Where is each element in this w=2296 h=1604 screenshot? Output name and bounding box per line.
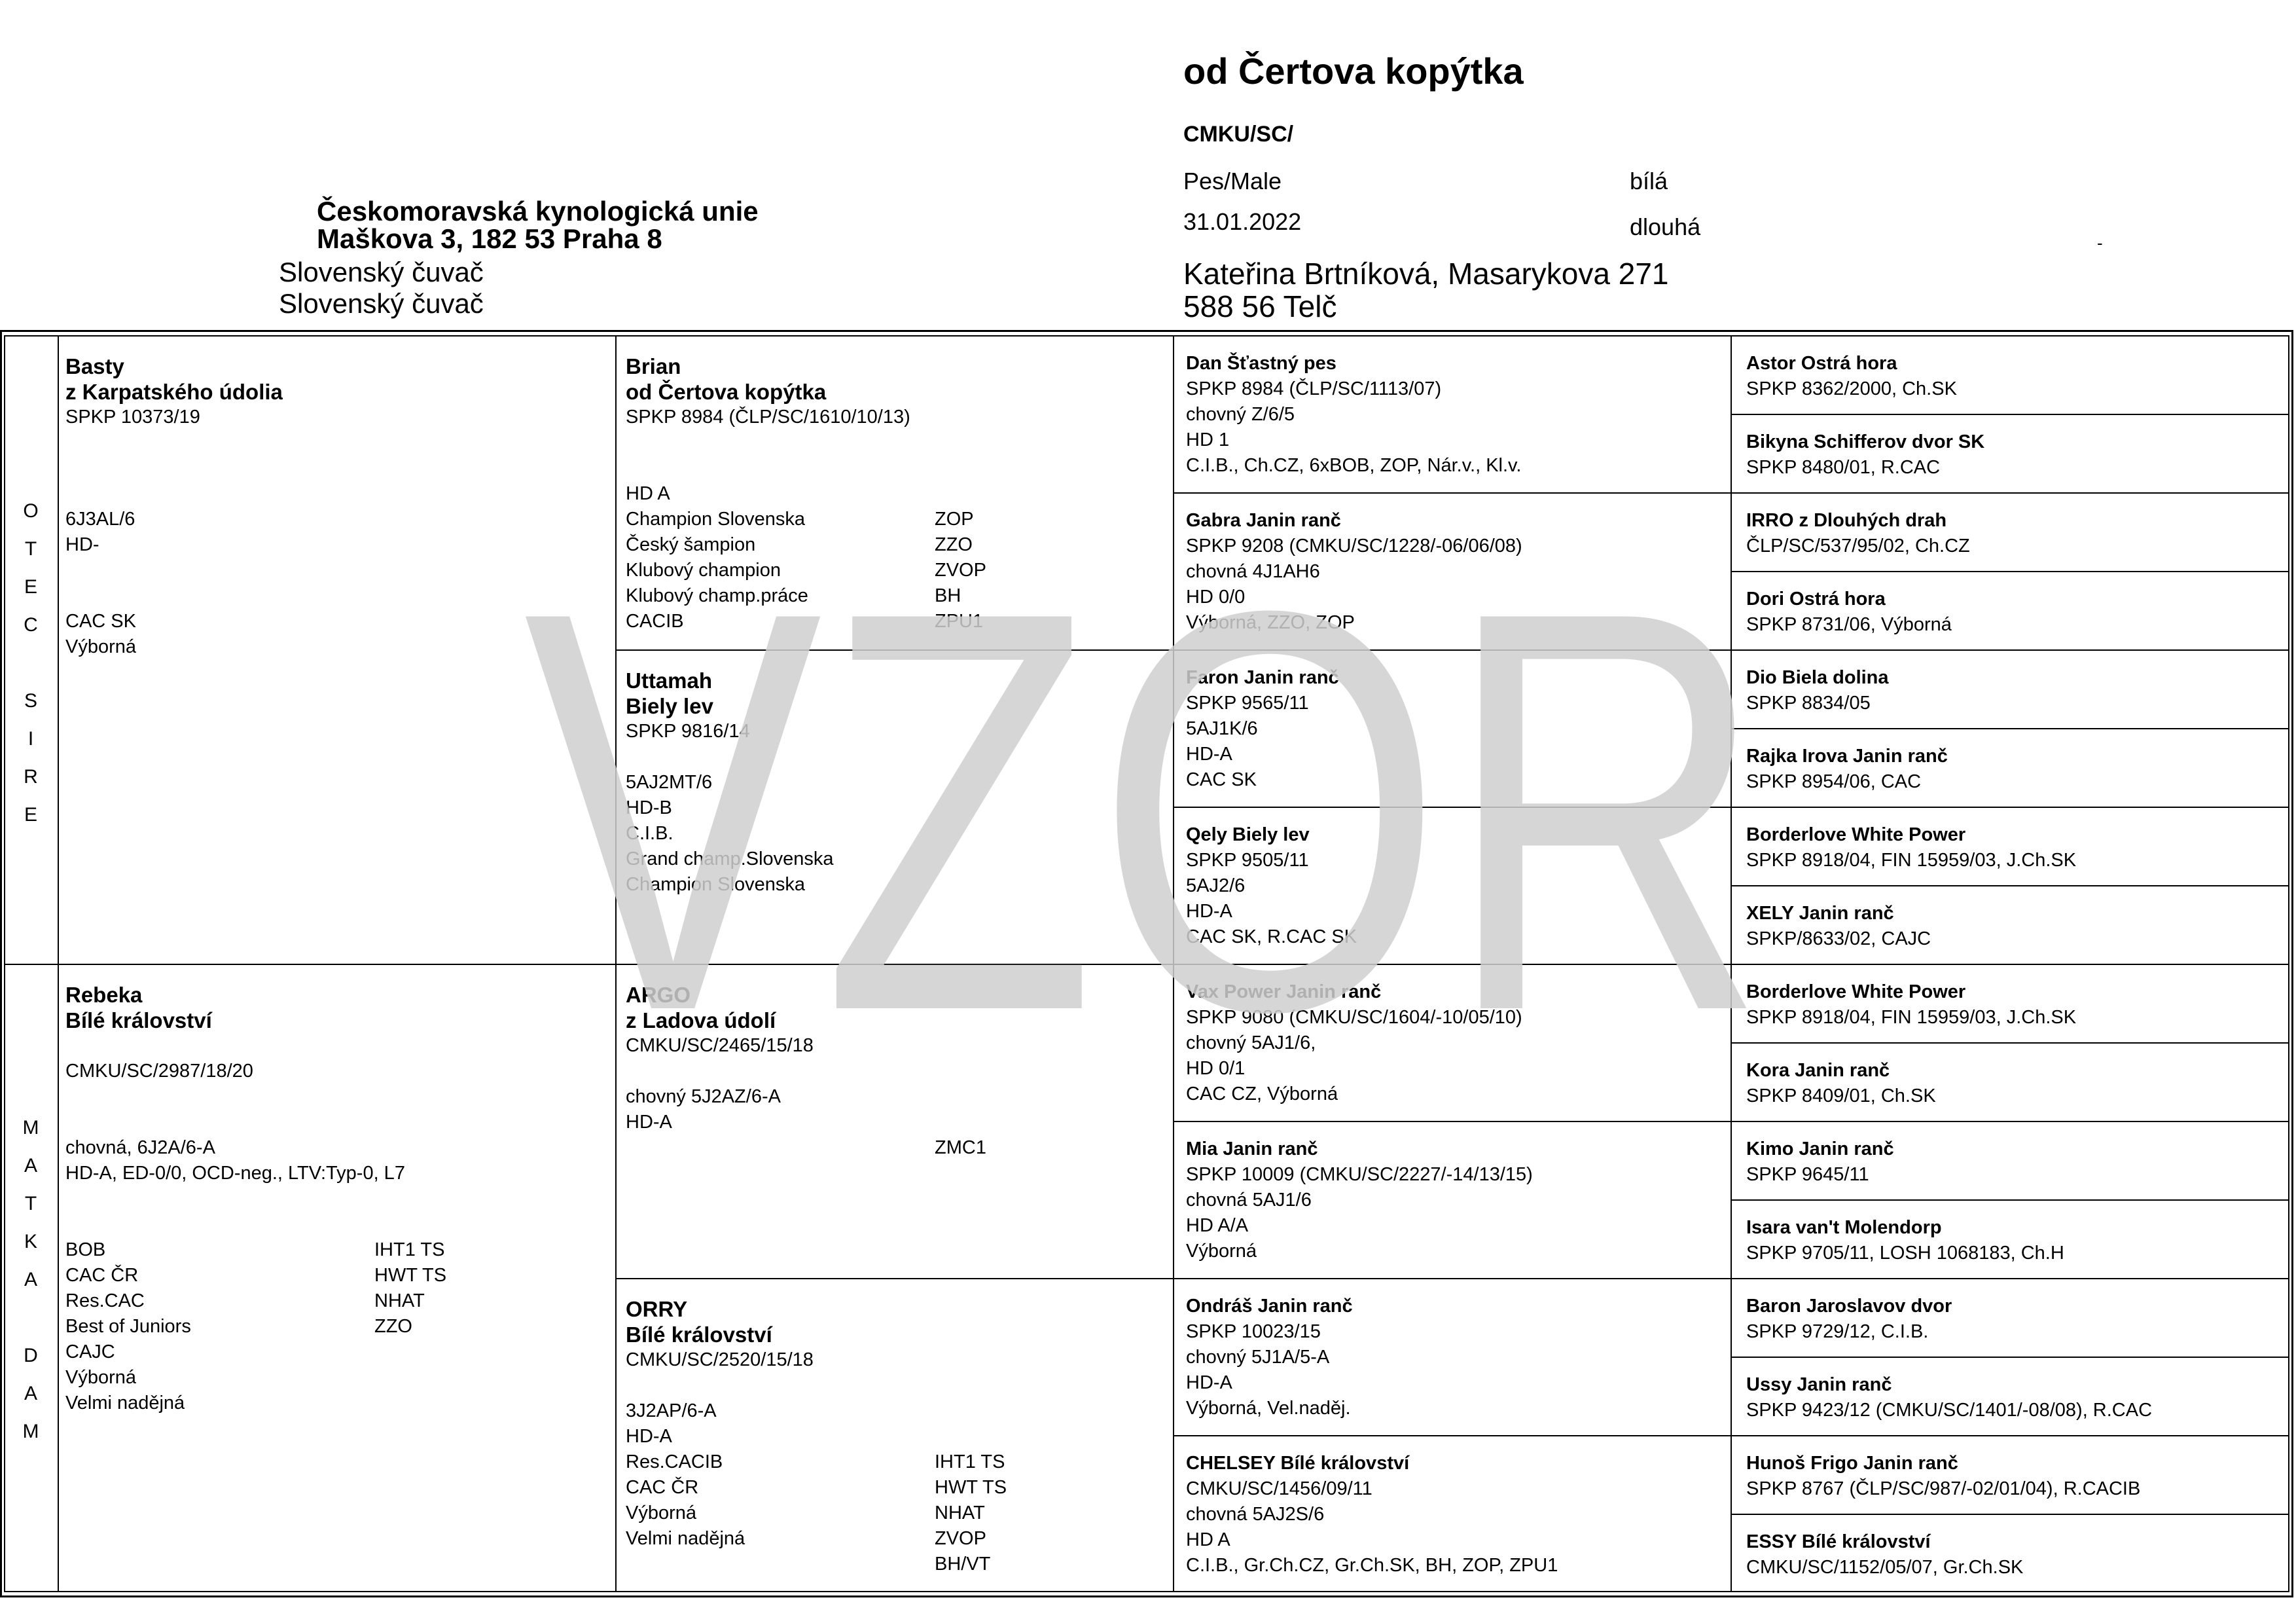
title-left: CAC ČR bbox=[626, 1477, 699, 1498]
title-left: Český šampion bbox=[626, 534, 756, 555]
blank-line bbox=[65, 430, 609, 456]
gen3-cell bbox=[1186, 1137, 1725, 1264]
gen2-cell-2 bbox=[626, 668, 1168, 898]
gen2-name-2: z Ladova údolí bbox=[626, 1008, 776, 1032]
gen3-line: SPKP 8984 (ČLP/SC/1113/07) bbox=[1186, 378, 1442, 399]
gen3-line: C.I.B., Ch.CZ, 6xBOB, ZOP, Nár.v., Kl.v. bbox=[1186, 455, 1522, 476]
blank-line bbox=[65, 1186, 609, 1212]
gen3-line: HD-A bbox=[1186, 1372, 1232, 1393]
gen2-name-2: od Čertova kopýtka bbox=[626, 380, 827, 404]
gen3-name: Dan Šťastný pes bbox=[1186, 353, 1336, 374]
gen2-title-row bbox=[626, 1526, 1168, 1552]
gen4-cell bbox=[1746, 351, 2283, 402]
gen4-name: Hunoš Frigo Janin ranč bbox=[1746, 1453, 1958, 1474]
grid-hline-e7 bbox=[1173, 1435, 2289, 1436]
gen4-cell bbox=[1746, 1372, 2283, 1423]
gen3-line: HD A bbox=[1186, 1529, 1230, 1550]
gen3-cell bbox=[1186, 979, 1725, 1107]
gen1-dam-title-row bbox=[65, 1314, 609, 1340]
gen1-dam-titles bbox=[65, 1237, 609, 1416]
grid-hline-q1 bbox=[615, 649, 2289, 651]
gen3-line: HD A/A bbox=[1186, 1215, 1249, 1236]
title-right: ZOP bbox=[935, 509, 974, 530]
gen4-cell bbox=[1746, 744, 2283, 795]
gen3-line: CMKU/SC/1456/09/11 bbox=[1186, 1478, 1372, 1499]
gen3-line: C.I.B., Gr.Ch.CZ, Gr.Ch.SK, BH, ZOP, ZPU1 bbox=[1186, 1555, 1558, 1576]
gen3-cell bbox=[1186, 1294, 1725, 1421]
title-right: ZPU1 bbox=[935, 611, 984, 632]
gen4-cell bbox=[1746, 979, 2283, 1030]
grid-hline-e3 bbox=[1173, 807, 2289, 808]
gen2-title-row bbox=[626, 558, 1168, 583]
gen1-sire-name-2: z Karpatského údolia bbox=[65, 380, 283, 404]
title-left bbox=[626, 1552, 935, 1577]
side-letter: M bbox=[22, 1421, 39, 1442]
gen3-cell bbox=[1186, 665, 1725, 793]
gen2-line: chovný 5J2AZ/6-A bbox=[626, 1086, 781, 1107]
title-right: IHT1 TS bbox=[935, 1451, 1005, 1472]
blank-line bbox=[65, 456, 609, 481]
gen4-line: CMKU/SC/1152/05/07, Gr.Ch.SK bbox=[1746, 1557, 2024, 1578]
grid-hline-half bbox=[4, 964, 2289, 965]
gen4-line: SPKP/8633/02, CAJC bbox=[1746, 928, 1931, 949]
gen2-title-row bbox=[626, 1552, 1168, 1577]
gen4-name: Baron Jaroslavov dvor bbox=[1746, 1296, 1952, 1317]
gen2-title-row bbox=[626, 1501, 1168, 1526]
title-right: NHAT bbox=[935, 1503, 985, 1523]
gen1-dam-title-row bbox=[65, 1237, 609, 1263]
title-left: Velmi nadějná bbox=[626, 1528, 745, 1549]
gen2-line: 5AJ2MT/6 bbox=[626, 772, 713, 793]
title-left bbox=[626, 1135, 935, 1161]
gen2-name-2: Biely lev bbox=[626, 694, 713, 718]
coat-type: dlouhá bbox=[1630, 213, 1701, 240]
side-letter: R bbox=[24, 766, 38, 788]
gen4-line: SPKP 8834/05 bbox=[1746, 693, 1871, 714]
title-left: Výborná bbox=[65, 1367, 137, 1388]
gen3-line: SPKP 9505/11 bbox=[1186, 850, 1309, 871]
title-left: Res.CACIB bbox=[626, 1451, 723, 1472]
gen4-name: Ussy Janin ranč bbox=[1746, 1374, 1892, 1395]
gen3-name: Faron Janin ranč bbox=[1186, 667, 1339, 688]
side-letter: A bbox=[24, 1155, 37, 1176]
gen2-line: C.I.B. bbox=[626, 823, 673, 844]
watermark-text: VZOR bbox=[524, 589, 1767, 1034]
gen1-dam-title-row bbox=[65, 1391, 609, 1416]
dog-title: od Čertova kopýtka bbox=[1183, 50, 1524, 92]
breed-line-2: Slovenský čuvač bbox=[279, 288, 484, 319]
side-letter: C bbox=[24, 614, 38, 636]
gen1-dam-cell bbox=[65, 982, 609, 1416]
blank-line bbox=[65, 1033, 609, 1059]
gen4-cell bbox=[1746, 587, 2283, 638]
gen2-line: HD-A bbox=[626, 1112, 672, 1133]
title-left: CAJC bbox=[65, 1341, 115, 1362]
gen4-line: ČLP/SC/537/95/02, Ch.CZ bbox=[1746, 536, 1970, 556]
gen4-cell bbox=[1746, 822, 2283, 873]
gen3-line: CAC SK bbox=[1186, 769, 1257, 790]
title-right: HWT TS bbox=[374, 1265, 447, 1286]
gen4-name: IRRO z Dlouhých drah bbox=[1746, 510, 1947, 531]
owner-line-1: Kateřina Brtníková, Masarykova 271 bbox=[1183, 257, 1669, 291]
blank-line bbox=[626, 1373, 1168, 1398]
gen2-title-row bbox=[626, 583, 1168, 609]
side-letter: D bbox=[24, 1345, 38, 1366]
title-right: BH/VT bbox=[935, 1554, 991, 1575]
grid-hline-s5 bbox=[1731, 728, 2289, 729]
gen2-name-2: Bílé království bbox=[626, 1322, 772, 1347]
gen2-name-1: Brian bbox=[626, 354, 681, 378]
gen4-line: SPKP 8767 (ČLP/SC/987/-02/01/04), R.CACIB bbox=[1746, 1478, 2141, 1499]
side-letter: K bbox=[24, 1231, 37, 1252]
title-right: ZMC1 bbox=[935, 1137, 986, 1158]
gen2-name-1: ORRY bbox=[626, 1297, 688, 1321]
gen3-line: chovný 5AJ1/6, bbox=[1186, 1032, 1316, 1053]
gen1-dam-name-1: Rebeka bbox=[65, 983, 143, 1007]
gen2-line: CMKU/SC/2520/15/18 bbox=[626, 1349, 814, 1370]
gen2-line: SPKP 9816/14 bbox=[626, 721, 750, 742]
gen3-line: 5AJ1K/6 bbox=[1186, 718, 1258, 739]
gen3-name: Gabra Janin ranč bbox=[1186, 510, 1341, 531]
birth-date: 31.01.2022 bbox=[1183, 208, 1302, 235]
blank-line bbox=[65, 558, 609, 583]
gen3-cell bbox=[1186, 1451, 1725, 1578]
gen4-name: Kora Janin ranč bbox=[1746, 1060, 1890, 1081]
side-letter: O bbox=[23, 500, 39, 522]
gen2-line: SPKP 8984 (ČLP/SC/1610/10/13) bbox=[626, 407, 910, 428]
grid-hline-e5 bbox=[1173, 1121, 2289, 1122]
gen1-dam-title-row bbox=[65, 1340, 609, 1365]
gen1-sire-name-1: Basty bbox=[65, 354, 124, 378]
side-letter: I bbox=[27, 728, 34, 750]
side-letter: M bbox=[22, 1117, 39, 1139]
gen4-name: Dori Ostrá hora bbox=[1746, 589, 1886, 610]
title-left: Klubový champ.práce bbox=[626, 585, 808, 606]
gen4-cell bbox=[1746, 901, 2283, 952]
side-letter bbox=[3, 644, 59, 682]
blank-line bbox=[65, 1084, 609, 1110]
title-right: ZVOP bbox=[935, 560, 986, 581]
gen4-line: SPKP 9705/11, LOSH 1068183, Ch.H bbox=[1746, 1243, 2064, 1264]
gen3-line: SPKP 10009 (CMKU/SC/2227/-14/13/15) bbox=[1186, 1164, 1533, 1185]
gen1-dam-line: CMKU/SC/2987/18/20 bbox=[65, 1061, 253, 1082]
blank-line bbox=[65, 481, 609, 507]
gen4-line: SPKP 8954/06, CAC bbox=[1746, 771, 1922, 792]
gen3-line: CAC CZ, Výborná bbox=[1186, 1084, 1338, 1104]
gen3-line: Výborná, Vel.naděj. bbox=[1186, 1398, 1351, 1419]
gen2-line: HD-A bbox=[626, 1426, 672, 1447]
gen3-line: HD 1 bbox=[1186, 429, 1230, 450]
dog-color: bílá bbox=[1630, 168, 1668, 194]
gen1-sire-lines bbox=[65, 405, 609, 660]
gen4-name: Rajka Irova Janin ranč bbox=[1746, 746, 1948, 767]
title-left: Výborná bbox=[626, 1503, 697, 1523]
gen2-title-row bbox=[626, 507, 1168, 532]
gen1-dam-line: chovná, 6J2A/6-A bbox=[65, 1137, 215, 1158]
side-label-dam bbox=[3, 1109, 59, 1451]
grid-hline-s9 bbox=[1731, 1042, 2289, 1044]
gen4-cell bbox=[1746, 1137, 2283, 1188]
title-right: IHT1 TS bbox=[374, 1239, 445, 1260]
gen3-line: chovná 5AJ2S/6 bbox=[1186, 1504, 1325, 1525]
gen1-dam-line: HD-A, ED-0/0, OCD-neg., LTV:Typ-0, L7 bbox=[65, 1163, 405, 1184]
gen2-title-row bbox=[626, 609, 1168, 634]
blank-line bbox=[626, 456, 1168, 481]
gen4-name: Kimo Janin ranč bbox=[1746, 1139, 1894, 1159]
title-right: ZVOP bbox=[935, 1528, 986, 1549]
org-name: Českomoravská kynologická unie bbox=[317, 196, 759, 227]
gen1-sire-line: SPKP 10373/19 bbox=[65, 407, 200, 428]
gen4-line: SPKP 9729/12, C.I.B. bbox=[1746, 1321, 1929, 1342]
gen1-sire-line: CAC SK bbox=[65, 611, 136, 632]
gen3-line: CAC SK, R.CAC SK bbox=[1186, 926, 1357, 947]
gen4-line: SPKP 9423/12 (CMKU/SC/1401/-08/08), R.CAC bbox=[1746, 1400, 2153, 1421]
gen3-cell bbox=[1186, 822, 1725, 950]
gen4-cell bbox=[1746, 508, 2283, 559]
gen3-line: Výborná bbox=[1186, 1241, 1257, 1262]
blank-line bbox=[626, 744, 1168, 770]
blank-line bbox=[65, 583, 609, 609]
side-letter: E bbox=[24, 804, 37, 826]
title-left: CAC ČR bbox=[65, 1265, 139, 1286]
gen3-line: chovný 5J1A/5-A bbox=[1186, 1347, 1330, 1368]
side-label-sire bbox=[3, 492, 59, 834]
title-right: NHAT bbox=[374, 1290, 425, 1311]
gen2-line: CMKU/SC/2465/15/18 bbox=[626, 1035, 814, 1056]
gen3-line: 5AJ2/6 bbox=[1186, 875, 1246, 896]
blank-line bbox=[65, 1212, 609, 1237]
gen3-line: chovná 5AJ1/6 bbox=[1186, 1190, 1312, 1211]
gen2-name-1: Uttamah bbox=[626, 668, 713, 693]
title-left: Velmi nadějná bbox=[65, 1393, 185, 1413]
gen4-cell bbox=[1746, 1294, 2283, 1345]
blank-line bbox=[626, 1059, 1168, 1084]
gen3-line: SPKP 10023/15 bbox=[1186, 1321, 1321, 1342]
gen4-cell bbox=[1746, 1058, 2283, 1109]
gen3-cell bbox=[1186, 508, 1725, 636]
grid-hline-e1 bbox=[1173, 492, 2289, 494]
gen2-title-row bbox=[626, 1475, 1168, 1501]
gen4-cell bbox=[1746, 1529, 2283, 1580]
blank-line bbox=[626, 430, 1168, 456]
gen3-line: chovná 4J1AH6 bbox=[1186, 561, 1320, 582]
gen3-line: HD-A bbox=[1186, 744, 1232, 765]
gen2-cell-4 bbox=[626, 1296, 1168, 1577]
gen1-dam-lines bbox=[65, 1033, 609, 1237]
gen3-line: SPKP 9080 (CMKU/SC/1604/-10/05/10) bbox=[1186, 1007, 1522, 1028]
title-right: ZZO bbox=[374, 1316, 412, 1337]
dash-mark: - bbox=[2097, 233, 2103, 253]
gen4-line: SPKP 8409/01, Ch.SK bbox=[1746, 1085, 1936, 1106]
registry-number: CMKU/SC/ bbox=[1183, 122, 1294, 147]
gen4-name: Dio Biela dolina bbox=[1746, 667, 1889, 688]
gen2-name-1: ARGO bbox=[626, 983, 691, 1007]
gen3-line: SPKP 9565/11 bbox=[1186, 693, 1309, 714]
gen1-sire-line: HD- bbox=[65, 534, 99, 555]
gen2-line: 3J2AP/6-A bbox=[626, 1400, 717, 1421]
gen4-name: Isara van't Molendorp bbox=[1746, 1217, 1942, 1238]
gen4-line: SPKP 9645/11 bbox=[1746, 1164, 1869, 1185]
gen1-sire-line: Výborná bbox=[65, 636, 137, 657]
gen4-line: SPKP 8731/06, Výborná bbox=[1746, 614, 1952, 635]
title-left: Res.CAC bbox=[65, 1290, 145, 1311]
gen4-name: ESSY Bílé království bbox=[1746, 1531, 1931, 1552]
gen4-cell bbox=[1746, 1451, 2283, 1502]
gen2-line: Champion Slovenska bbox=[626, 874, 806, 895]
breed-line-1: Slovenský čuvač bbox=[279, 257, 484, 287]
side-letter: E bbox=[24, 576, 37, 598]
gen3-cell bbox=[1186, 351, 1725, 479]
grid-hline-s7 bbox=[1731, 885, 2289, 886]
gen2-title-row bbox=[626, 481, 1168, 507]
grid-hline-s1 bbox=[1731, 414, 2289, 415]
org-address: Maškova 3, 182 53 Praha 8 bbox=[317, 223, 662, 254]
title-right: BH bbox=[935, 585, 961, 606]
gen3-name: CHELSEY Bílé království bbox=[1186, 1453, 1410, 1474]
gen3-name: Vax Power Janin ranč bbox=[1186, 981, 1382, 1002]
gen4-line: SPKP 8918/04, FIN 15959/03, J.Ch.SK bbox=[1746, 850, 2077, 871]
title-right: ZZO bbox=[935, 534, 973, 555]
side-letter: T bbox=[24, 1193, 37, 1214]
gen2-cell-1 bbox=[626, 354, 1168, 634]
side-letter: A bbox=[24, 1269, 37, 1290]
gen4-name: Borderlove White Power bbox=[1746, 824, 1966, 845]
gen4-name: Astor Ostrá hora bbox=[1746, 353, 1897, 374]
gen3-name: Mia Janin ranč bbox=[1186, 1139, 1318, 1159]
gen3-line: chovný Z/6/5 bbox=[1186, 404, 1295, 425]
gen4-line: SPKP 8362/2000, Ch.SK bbox=[1746, 378, 1957, 399]
gen1-dam-title-row bbox=[65, 1365, 609, 1391]
gen1-dam-title-row bbox=[65, 1263, 609, 1288]
gen2-title-row bbox=[626, 1449, 1168, 1475]
owner-line-2: 588 56 Telč bbox=[1183, 289, 1337, 323]
grid-hline-s3 bbox=[1731, 571, 2289, 572]
title-left: HD A bbox=[626, 483, 670, 504]
title-left: BOB bbox=[65, 1239, 106, 1260]
gen3-line: HD 0/0 bbox=[1186, 587, 1246, 608]
title-left: CACIB bbox=[626, 611, 684, 632]
gen2-line: HD-B bbox=[626, 797, 672, 818]
gen3-name: Qely Biely lev bbox=[1186, 824, 1310, 845]
gen2-line: Grand champ.Slovenska bbox=[626, 848, 834, 869]
gen4-name: Borderlove White Power bbox=[1746, 981, 1966, 1002]
gen2-title-row bbox=[626, 1135, 1168, 1161]
gen4-line: SPKP 8480/01, R.CAC bbox=[1746, 457, 1941, 478]
gen1-sire-cell bbox=[65, 354, 609, 660]
gen2-title-row bbox=[626, 532, 1168, 558]
side-letter: S bbox=[24, 690, 37, 712]
grid-hline-s13 bbox=[1731, 1357, 2289, 1358]
gen1-sire-line: 6J3AL/6 bbox=[65, 509, 135, 530]
grid-hline-s15 bbox=[1731, 1514, 2289, 1515]
gen4-cell bbox=[1746, 665, 2283, 716]
title-right: HWT TS bbox=[935, 1477, 1007, 1498]
gen3-line: SPKP 9208 (CMKU/SC/1228/-06/06/08) bbox=[1186, 536, 1522, 556]
title-left: Klubový champion bbox=[626, 560, 781, 581]
gen4-cell bbox=[1746, 1215, 2283, 1266]
dog-sex: Pes/Male bbox=[1183, 168, 1282, 194]
gen4-line: SPKP 8918/04, FIN 15959/03, J.Ch.SK bbox=[1746, 1007, 2077, 1028]
gen3-line: HD 0/1 bbox=[1186, 1058, 1246, 1079]
grid-hline-s11 bbox=[1731, 1199, 2289, 1201]
grid-hline-q3 bbox=[615, 1278, 2289, 1279]
gen2-cell-3 bbox=[626, 982, 1168, 1161]
gen3-line: HD-A bbox=[1186, 901, 1232, 922]
side-letter: T bbox=[24, 538, 37, 560]
blank-line bbox=[65, 1110, 609, 1135]
gen1-dam-title-row bbox=[65, 1288, 609, 1314]
gen3-name: Ondráš Janin ranč bbox=[1186, 1296, 1353, 1317]
gen4-name: XELY Janin ranč bbox=[1746, 903, 1894, 924]
gen4-name: Bikyna Schifferov dvor SK bbox=[1746, 431, 1985, 452]
title-left: Champion Slovenska bbox=[626, 509, 806, 530]
side-letter: A bbox=[24, 1383, 37, 1404]
gen4-cell bbox=[1746, 429, 2283, 481]
side-letter bbox=[3, 1299, 59, 1337]
gen1-dam-name-2: Bílé království bbox=[65, 1008, 212, 1032]
gen3-line: Výborná, ZZO, ZOP bbox=[1186, 612, 1355, 633]
title-left: Best of Juniors bbox=[65, 1316, 191, 1337]
